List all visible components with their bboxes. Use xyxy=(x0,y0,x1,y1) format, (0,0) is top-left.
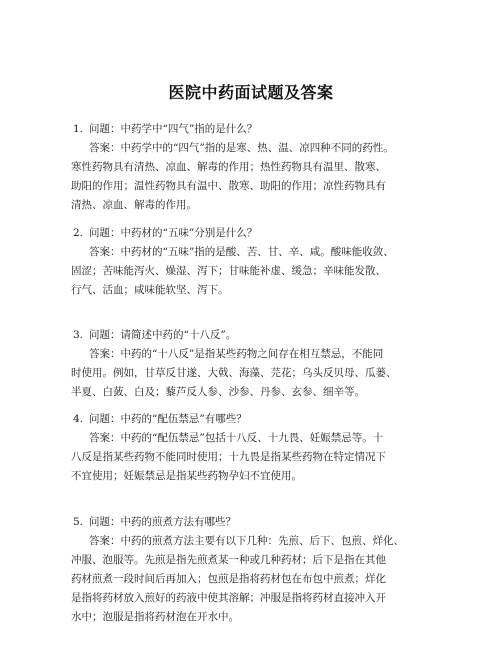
answer-line: 寒性药物具有清热、凉血、解毒的作用；热性药物具有温里、散寒、 xyxy=(71,161,386,173)
answer-line: 不宜使用；妊娠禁忌是指某些药物孕妇不宜使用。 xyxy=(71,470,302,482)
question-number: 1. xyxy=(73,123,84,135)
qa-item-3 xyxy=(73,326,463,402)
answer-3 xyxy=(73,345,463,402)
question-number: 4. xyxy=(73,413,84,425)
answer-line: 半夏、白蔹、白及；藜芦反人参、沙参、丹参、玄参、细辛等。 xyxy=(71,386,365,398)
answer-line: 答案：中药材的“五味”指的是酸、苦、甘、辛、咸。酸味能收敛、 xyxy=(89,246,394,258)
question-5 xyxy=(73,513,463,532)
qa-item-5 xyxy=(73,513,463,627)
answer-5 xyxy=(73,532,463,627)
answer-line: 固涩；苦味能泻火、燥湿、泻下；甘味能补虚、缓急；辛味能发散、 xyxy=(71,265,386,277)
question-4 xyxy=(73,410,463,429)
question-text: 问题：中药材的“五味”分别是什么？ xyxy=(89,227,258,239)
qa-item-4 xyxy=(73,410,463,486)
answer-line: 时使用。例如，甘草反甘遂、大戟、海藻、芫花；乌头反贝母、瓜蒌、 xyxy=(71,367,397,379)
question-2 xyxy=(73,224,463,243)
answer-1 xyxy=(73,139,463,215)
document-title: 医院中药面试题及答案 xyxy=(168,83,334,102)
question-3 xyxy=(73,326,463,345)
question-text: 问题：中药的“配伍禁忌”有哪些？ xyxy=(89,413,247,425)
question-text: 问题：请简述中药的“十八反”。 xyxy=(89,329,237,341)
answer-line: 冲服、泡服等。先煎是指先煎煮某一种或几种药材；后下是指在其他 xyxy=(71,554,386,566)
answer-line: 行气、活血；咸味能软坚、泻下。 xyxy=(71,284,229,296)
answer-line: 答案：中药的煎煮方法主要有以下几种：先煎、后下、包煎、烊化、 xyxy=(89,535,404,547)
answer-line: 水中；泡服是指将药材泡在开水中。 xyxy=(71,611,239,623)
question-text: 问题：中药学中“四气”指的是什么？ xyxy=(89,123,258,135)
answer-line: 助阳的作用；温性药物具有温中、散寒、助阳的作用；凉性药物具有 xyxy=(71,180,386,192)
answer-line: 答案：中药学中的“四气”指的是寒、热、温、凉四种不同的药性。 xyxy=(89,142,394,154)
qa-item-2 xyxy=(73,224,463,300)
question-number: 2. xyxy=(73,227,84,239)
answer-line: 八反是指某些药物不能同时使用；十九畏是指某些药物在特定情况下 xyxy=(71,451,386,463)
answer-line: 答案：中药的“配伍禁忌”包括十八反、十九畏、妊娠禁忌等。十 xyxy=(89,432,384,444)
answer-4 xyxy=(73,429,463,486)
answer-line: 清热、凉血、解毒的作用。 xyxy=(71,199,197,211)
question-1 xyxy=(73,120,463,139)
qa-item-1 xyxy=(73,120,463,215)
answer-2 xyxy=(73,243,463,300)
question-text: 问题：中药的煎煮方法有哪些？ xyxy=(89,516,236,528)
answer-line: 药材煎煮一段时间后再加入；包煎是指将药材包在布包中煎煮；烊化 xyxy=(71,573,386,585)
question-number: 3. xyxy=(73,329,84,341)
answer-line: 答案：中药的“十八反”是指某些药物之间存在相互禁忌，不能同 xyxy=(89,348,384,360)
question-number: 5. xyxy=(73,516,84,528)
answer-line: 是指将药材放入煎好的药液中使其溶解；冲服是指将药材直接冲入开 xyxy=(71,592,386,604)
